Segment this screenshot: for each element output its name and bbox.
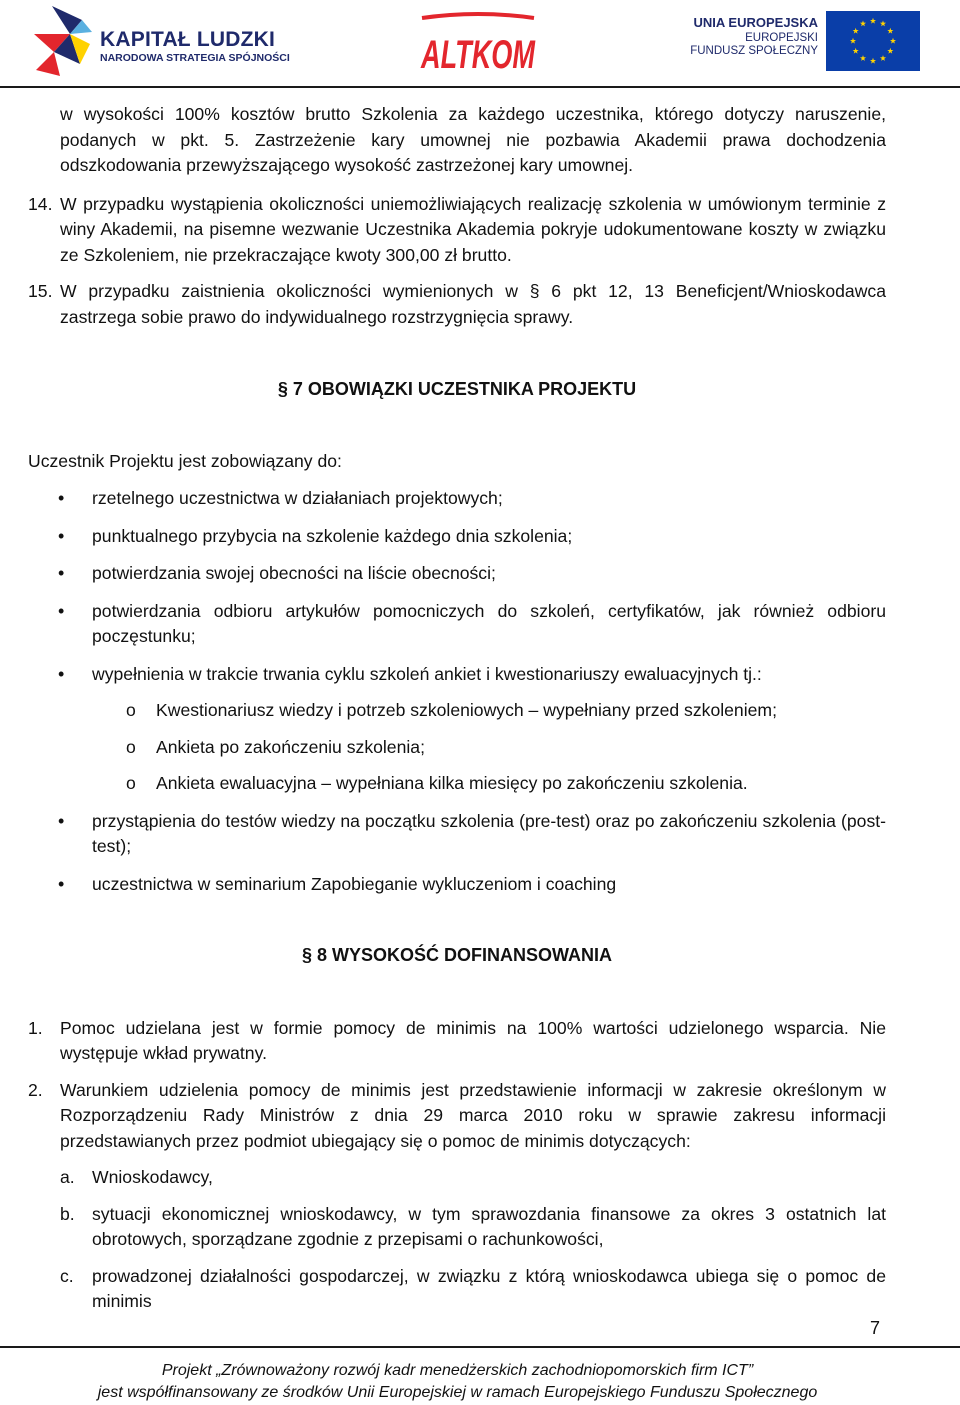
letter-marker: c.	[60, 1265, 74, 1286]
clause-number: 15.	[28, 281, 53, 301]
financing-item-1	[28, 1016, 886, 1067]
item-text: Pomoc udzielana jest w formie pomocy de minimis na 100% wartości udzielonego wsparcia. Nie występuje wkład prywatny.	[60, 1017, 886, 1063]
ue-line1: UNIA EUROPEJSKA	[693, 15, 818, 30]
ue-line2: EUROPEJSKI	[745, 32, 818, 44]
sub-list-item	[28, 735, 886, 761]
sub-bullet-marker: o	[126, 773, 136, 793]
letter-text: Wnioskodawcy,	[92, 1167, 213, 1187]
footer-divider	[0, 1346, 960, 1348]
kapital-ludzki-logo	[30, 4, 290, 80]
item-text: Warunkiem udzielenia pomocy de minimis jest przedstawienie informacji w zakresie określonym w Rozporządzeniu Rady Ministrów z dnia 29 marca 2010 roku w sprawie zakresu informacji przedstawianych przez podmiot ubiegający się o pomoc de minimis dotyczących:	[60, 1079, 886, 1151]
list-item: • punktualnego przybycia na szkolenie każdego dnia szkolenia;	[28, 524, 886, 550]
kapital-ludzki-title: KAPITAŁ LUDZKI	[100, 28, 276, 51]
clause-text: W przypadku zaistnienia okoliczności wymienionych w § 6 pkt 12, 13 Beneficjent/Wnioskodawca zastrzega sobie prawo do indywidualnego rozstrzygnięcia sprawy.	[60, 281, 886, 327]
sub-bullet-marker: o	[126, 700, 136, 720]
letter-marker: b.	[60, 1203, 75, 1224]
ue-line3: FUNDUSZ SPOŁECZNY	[690, 45, 818, 57]
item-number: 2.	[28, 1079, 43, 1100]
letter-text: sytuacji ekonomicznej wnioskodawcy, w tym sprawozdania finansowe za okres 3 ostatnich lat obrotowych, sporządzane zgodnie z przepisami o rachunkowości,	[92, 1203, 886, 1249]
financing-item-2	[28, 1078, 886, 1155]
header-divider	[0, 86, 960, 88]
letter-item-a	[28, 1165, 886, 1191]
page-footer	[0, 1360, 915, 1404]
item-number: 1.	[28, 1017, 43, 1038]
section-7-lead: Uczestnik Projektu jest zobowiązany do:	[28, 450, 342, 471]
section-7-title: § 7 OBOWIĄZKI UCZESTNIKA PROJEKTU	[277, 379, 637, 399]
obligations-list	[28, 486, 886, 687]
letter-text: prowadzonej działalności gospodarczej, w związku z którą wnioskodawca ubiega się o pomoc de minimis	[92, 1265, 886, 1311]
eu-fund-text	[680, 15, 818, 57]
clause-14	[28, 192, 886, 269]
footer-line-2: jest współfinansowany ze środków Unii Europejskiej w ramach Europejskiego Funduszu Społecznego	[97, 1384, 818, 1401]
letter-item-c	[28, 1264, 886, 1315]
intro-continuation: w wysokości 100% kosztów brutto Szkolenia za każdego uczestnika, którego dotyczy naruszenie, podanych w pkt. 5. Zastrzeżenie kary umownej nie pozbawia Akademii prawa dochodzenia odszkodowania przewyższającego wysokość zastrzeżonej kary umownej.	[60, 104, 886, 175]
document-body	[28, 102, 886, 1315]
list-item: • potwierdzania odbioru artykułów pomocniczych do szkoleń, certyfikatów, jak również odbioru poczęstunku;	[28, 599, 886, 650]
altkom-wordmark: ALTKOM	[420, 33, 537, 77]
kapital-ludzki-star-icon	[30, 4, 96, 80]
sub-item-text: Ankieta ewaluacyjna – wypełniana kilka miesięcy po zakończeniu szkolenia.	[156, 773, 748, 793]
list-item: • wypełnienia w trakcie trwania cyklu szkoleń ankiet i kwestionariuszy ewaluacyjnych tj.:	[28, 662, 886, 688]
altkom-logo	[418, 10, 538, 76]
sub-item-text: Ankieta po zakończeniu szkolenia;	[156, 736, 425, 757]
list-item: • potwierdzania swojej obecności na liście obecności;	[28, 561, 886, 587]
eu-flag-icon	[826, 11, 920, 71]
sub-list-item	[28, 771, 886, 797]
kapital-ludzki-subtitle: NARODOWA STRATEGIA SPÓJNOŚCI	[100, 52, 290, 64]
clause-number: 14.	[28, 193, 53, 214]
obligations-list-continued	[28, 809, 886, 898]
footer-line-1: Projekt „Zrównoważony rozwój kadr menedżerskich zachodniopomorskich firm ICT”	[161, 1362, 754, 1379]
letter-item-b	[28, 1202, 886, 1253]
clause-text: W przypadku wystąpienia okoliczności uniemożliwiających realizację szkolenia w umówionym terminie z winy Akademii, na pisemne wezwanie Uczestnika Akademia pokryje udokumentowane koszty w związku ze Szkoleniem, nie przekraczające kwoty 300,00 zł brutto.	[60, 193, 886, 265]
page-header	[0, 0, 960, 86]
section-8-title: § 8 WYSOKOŚĆ DOFINANSOWANIA	[301, 945, 613, 965]
sub-bullet-marker: o	[126, 736, 136, 757]
list-item: • uczestnictwa w seminarium Zapobieganie wykluczeniom i coaching	[28, 872, 886, 898]
sub-item-text: Kwestionariusz wiedzy i potrzeb szkoleniowych – wypełniany przed szkoleniem;	[156, 700, 777, 720]
list-item: • rzetelnego uczestnictwa w działaniach projektowych;	[28, 486, 886, 512]
survey-sublist	[28, 698, 886, 797]
altkom-logo-mark	[418, 10, 538, 76]
letter-marker: a.	[60, 1167, 75, 1187]
clause-15	[28, 279, 886, 330]
page-number: 7	[870, 1318, 881, 1338]
list-item: • przystąpienia do testów wiedzy na początku szkolenia (pre-test) oraz po zakończeniu szkolenia (post-test);	[28, 809, 886, 860]
sub-list-item	[28, 698, 886, 724]
